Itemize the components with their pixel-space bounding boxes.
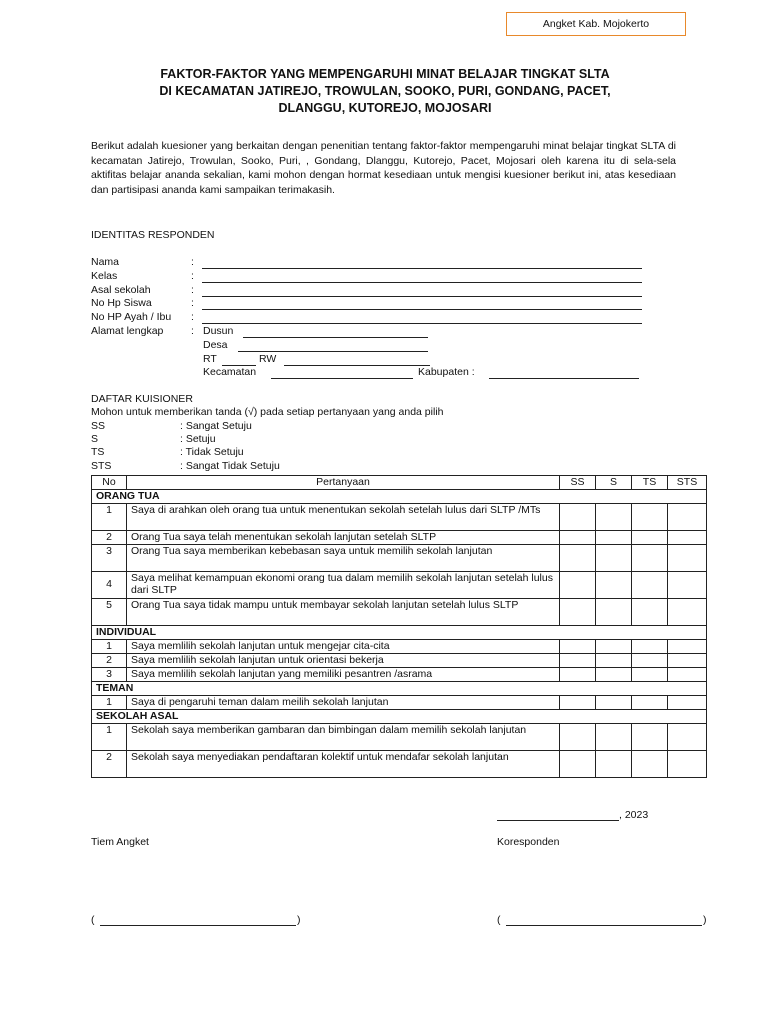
answer-cell-ss[interactable] — [560, 639, 596, 653]
field-line-kelas[interactable] — [202, 282, 642, 283]
answer-cell-sts[interactable] — [668, 544, 707, 571]
answer-cell-s[interactable] — [596, 530, 632, 544]
category-label: ORANG TUA — [92, 489, 707, 503]
left-signature-label: Tiem Angket — [91, 836, 149, 848]
question-text: Orang Tua saya telah menentukan sekolah lanjutan setelah SLTP — [127, 530, 560, 544]
question-no: 3 — [92, 544, 127, 571]
answer-cell-sts[interactable] — [668, 695, 707, 709]
question-no: 1 — [92, 503, 127, 530]
question-text: Sekolah saya memberikan gambaran dan bimbingan dalam memilih sekolah lanjutan — [127, 723, 560, 750]
category-row — [92, 625, 707, 639]
question-no: 1 — [92, 723, 127, 750]
header-pertanyaan: Pertanyaan — [127, 476, 560, 490]
question-no: 1 — [92, 639, 127, 653]
kuisioner-instruction: Mohon untuk memberikan tanda (√) pada setiap pertanyaan yang anda pilih — [91, 406, 444, 418]
question-no: 4 — [92, 571, 127, 598]
title-line-2: DI KECAMATAN JATIREJO, TROWULAN, SOOKO, PURI, GONDANG, PACET, — [159, 84, 611, 98]
address-kecamatan-label: Kecamatan — [203, 366, 257, 378]
legend-desc: : Sangat Tidak Setuju — [180, 460, 280, 472]
answer-cell-s[interactable] — [596, 695, 632, 709]
field-line-asal-sekolah[interactable] — [202, 296, 642, 297]
answer-cell-ts[interactable] — [632, 653, 668, 667]
question-text: Saya melihat kemampuan ekonomi orang tua dalam memilih sekolah lanjutan setelah lulus dari SLTP — [127, 571, 560, 598]
field-label-no-hp-siswa: No Hp Siswa — [91, 297, 152, 309]
question-no: 2 — [92, 750, 127, 777]
question-no: 3 — [92, 667, 127, 681]
right-signature-close: ) — [703, 914, 707, 926]
title-line-1: FAKTOR-FAKTOR YANG MEMPENGARUHI MINAT BELAJAR TINGKAT SLTA — [160, 67, 610, 81]
category-label: SEKOLAH ASAL — [92, 709, 707, 723]
answer-cell-s[interactable] — [596, 544, 632, 571]
table-row — [92, 598, 707, 625]
question-text: Saya memlilih sekolah lanjutan untuk mengejar cita-cita — [127, 639, 560, 653]
answer-cell-sts[interactable] — [668, 598, 707, 625]
answer-cell-ss[interactable] — [560, 571, 596, 598]
legend-code: STS — [91, 460, 112, 472]
answer-cell-s[interactable] — [596, 750, 632, 777]
question-text: Saya memlilih sekolah lanjutan yang memiliki pesantren /asrama — [127, 667, 560, 681]
question-no: 5 — [92, 598, 127, 625]
question-text: Saya di arahkan oleh orang tua untuk menentukan sekolah setelah lulus dari SLTP /MTs — [127, 503, 560, 530]
field-colon: : — [191, 284, 194, 296]
table-header-row — [92, 476, 707, 490]
field-label-no-hp-ortu: No HP Ayah / Ibu — [91, 311, 172, 323]
title-line-3: DLANGGU, KUTOREJO, MOJOSARI — [278, 101, 492, 115]
identity-heading: IDENTITAS RESPONDEN — [91, 229, 215, 241]
answer-cell-s[interactable] — [596, 667, 632, 681]
left-signature-close: ) — [297, 914, 301, 926]
intro-paragraph: Berikut adalah kuesioner yang berkaitan dengan penenitian tentang faktor-faktor mempengaruhi minat belajar tingkat SLTA di kecamatan Jatirejo, Trowulan, Sooko, Puri, , Gondang, Dlanggu, Kutorejo, Pacet, Mojosari oleh karena itu di sela-sela aktifitas belajar ananda sekalian, kami mohon dengan hormat kesediaan untuk mengisi kuesioner berikut ini, atas kesediaan dan partisipasi ananda kami sampaikan terimakasih. — [91, 140, 676, 196]
answer-cell-ts[interactable] — [632, 544, 668, 571]
right-signature-label: Koresponden — [497, 836, 560, 848]
answer-cell-s[interactable] — [596, 723, 632, 750]
answer-cell-ts[interactable] — [632, 723, 668, 750]
address-kecamatan-line[interactable] — [271, 378, 413, 379]
right-signature-open: ( — [497, 914, 501, 926]
field-colon: : — [191, 256, 194, 268]
answer-cell-sts[interactable] — [668, 750, 707, 777]
answer-cell-ss[interactable] — [560, 503, 596, 530]
legend-code: S — [91, 433, 99, 445]
field-label-asal-sekolah: Asal sekolah — [91, 284, 151, 296]
answer-cell-sts[interactable] — [668, 571, 707, 598]
table-row — [92, 544, 707, 571]
category-label: INDIVIDUAL — [92, 625, 707, 639]
answer-cell-ts[interactable] — [632, 598, 668, 625]
table-row — [92, 503, 707, 530]
category-row — [92, 681, 707, 695]
answer-cell-ts[interactable] — [632, 530, 668, 544]
answer-cell-s[interactable] — [596, 503, 632, 530]
date-line[interactable] — [497, 820, 619, 821]
field-colon: : — [191, 325, 194, 337]
answer-cell-sts[interactable] — [668, 667, 707, 681]
table-row — [92, 667, 707, 681]
table-row — [92, 695, 707, 709]
answer-cell-ts[interactable] — [632, 503, 668, 530]
address-rw-label: RW — [259, 353, 277, 365]
category-label: TEMAN — [92, 681, 707, 695]
answer-cell-ss[interactable] — [560, 723, 596, 750]
address-kabupaten-label: Kabupaten : — [418, 366, 475, 378]
table-row — [92, 723, 707, 750]
questionnaire-table — [91, 475, 707, 778]
legend-desc: : Setuju — [180, 433, 216, 445]
table-row — [92, 571, 707, 598]
address-desa-line[interactable] — [238, 351, 428, 352]
question-no: 2 — [92, 530, 127, 544]
field-label-kelas: Kelas — [91, 270, 118, 282]
left-signature-line[interactable] — [100, 925, 296, 926]
answer-cell-sts[interactable] — [668, 503, 707, 530]
header-s: S — [596, 476, 632, 490]
answer-cell-ts[interactable] — [632, 639, 668, 653]
answer-cell-ss[interactable] — [560, 544, 596, 571]
answer-cell-ts[interactable] — [632, 695, 668, 709]
address-rt-label: RT — [203, 353, 217, 365]
answer-cell-sts[interactable] — [668, 723, 707, 750]
answer-cell-ts[interactable] — [632, 667, 668, 681]
document-title — [90, 66, 680, 117]
answer-cell-sts[interactable] — [668, 653, 707, 667]
question-no: 2 — [92, 653, 127, 667]
left-signature-open: ( — [91, 914, 95, 926]
address-dusun-line[interactable] — [243, 337, 428, 338]
field-colon: : — [191, 297, 194, 309]
field-line-no-hp-siswa[interactable] — [202, 309, 642, 310]
header-no: No — [92, 476, 127, 490]
field-colon: : — [191, 270, 194, 282]
right-signature-line[interactable] — [506, 925, 702, 926]
field-line-nama[interactable] — [202, 268, 642, 269]
legend-desc: : Tidak Setuju — [180, 446, 244, 458]
field-line-no-hp-ortu[interactable] — [202, 323, 642, 324]
answer-cell-ss[interactable] — [560, 598, 596, 625]
legend-code: SS — [91, 420, 106, 432]
table-row — [92, 530, 707, 544]
table-row — [92, 653, 707, 667]
header-ss: SS — [560, 476, 596, 490]
address-kabupaten-line[interactable] — [489, 378, 639, 379]
header-sts: STS — [668, 476, 707, 490]
document-tag: Angket Kab. Mojokerto — [506, 12, 686, 36]
field-label-nama: Nama — [91, 256, 120, 268]
answer-cell-ss[interactable] — [560, 530, 596, 544]
answer-cell-ts[interactable] — [632, 750, 668, 777]
address-desa-label: Desa — [203, 339, 228, 351]
question-text: Sekolah saya menyediakan pendaftaran kolektif untuk mendafar sekolah lanjutan — [127, 750, 560, 777]
table-row — [92, 639, 707, 653]
answer-cell-ss[interactable] — [560, 750, 596, 777]
header-ts: TS — [632, 476, 668, 490]
date-year: , 2023 — [619, 809, 649, 821]
answer-cell-s[interactable] — [596, 598, 632, 625]
field-colon: : — [191, 311, 194, 323]
question-text: Saya memlilih sekolah lanjutan untuk orientasi bekerja — [127, 653, 560, 667]
kuisioner-heading: DAFTAR KUISIONER — [91, 393, 193, 405]
question-no: 1 — [92, 695, 127, 709]
answer-cell-ss[interactable] — [560, 695, 596, 709]
question-text: Orang Tua saya tidak mampu untuk membayar sekolah lanjutan setelah lulus SLTP — [127, 598, 560, 625]
answer-cell-ts[interactable] — [632, 571, 668, 598]
answer-cell-sts[interactable] — [668, 530, 707, 544]
legend-desc: : Sangat Setuju — [180, 420, 252, 432]
table-row — [92, 750, 707, 777]
answer-cell-sts[interactable] — [668, 639, 707, 653]
answer-cell-ss[interactable] — [560, 653, 596, 667]
address-dusun-label: Dusun — [203, 325, 234, 337]
field-label-alamat: Alamat lengkap — [91, 325, 164, 337]
answer-cell-s[interactable] — [596, 571, 632, 598]
question-text: Saya di pengaruhi teman dalam meilih sekolah lanjutan — [127, 695, 560, 709]
answer-cell-ss[interactable] — [560, 667, 596, 681]
address-rw-line[interactable] — [284, 365, 430, 366]
legend-code: TS — [91, 446, 105, 458]
question-text: Orang Tua saya memberikan kebebasan saya untuk memilih sekolah lanjutan — [127, 544, 560, 571]
category-row — [92, 709, 707, 723]
answer-cell-s[interactable] — [596, 653, 632, 667]
answer-cell-s[interactable] — [596, 639, 632, 653]
category-row — [92, 489, 707, 503]
